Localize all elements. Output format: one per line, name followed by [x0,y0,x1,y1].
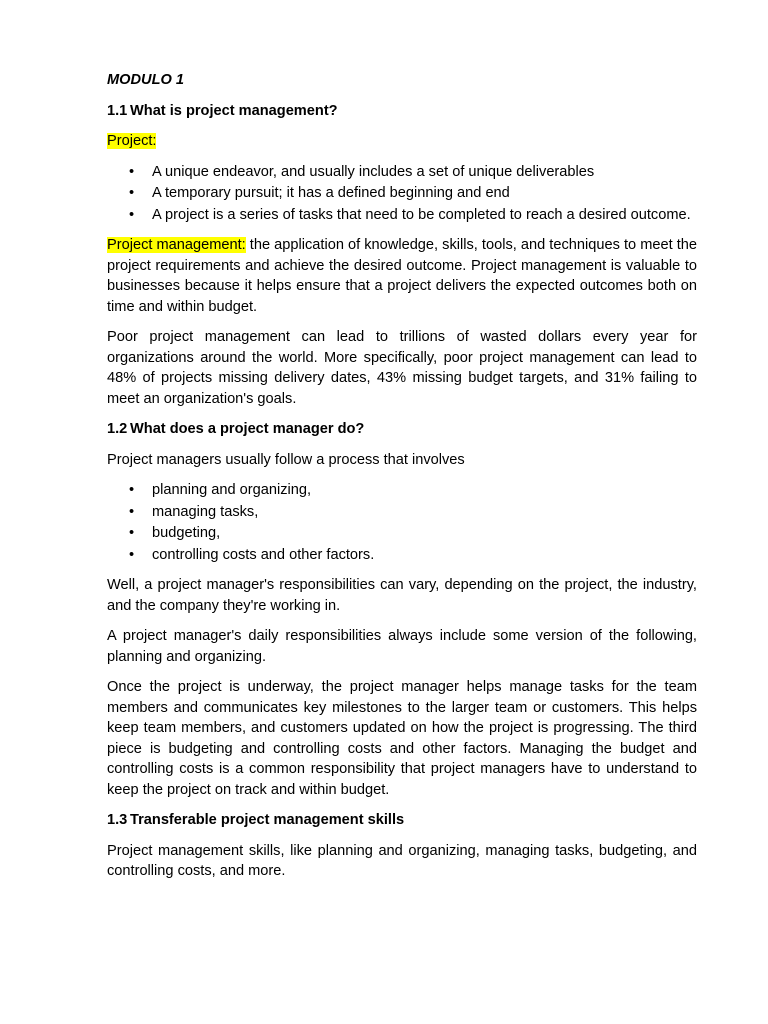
responsibilities-paragraph: Well, a project manager's responsibilities can vary, depending on the project, the industry, and the company they're working in. [107,577,697,614]
section-title: What is project management? [130,102,338,119]
project-bullet-list [107,162,697,226]
section-heading-1-3 [107,810,697,831]
section-heading-1-2 [107,419,697,440]
list-item: • planning and organizing, [107,480,697,501]
pm-label: Project management: [107,237,246,253]
project-label: Project: [107,133,157,149]
section-number: 1.1 [107,102,128,119]
skills-paragraph: Project management skills, like planning and organizing, managing tasks, budgeting, and controlling costs, and more. [107,842,697,879]
list-item: • A project is a series of tasks that need to be completed to reach a desired outcome. [107,205,697,226]
pm-definition-paragraph [107,235,697,317]
section-title: What does a project manager do? [130,421,365,437]
list-item: • A unique endeavor, and usually includes a set of unique deliverables [107,162,697,183]
list-item: • controlling costs and other factors. [107,545,697,566]
project-label-paragraph [107,131,697,152]
process-intro-paragraph: Project managers usually follow a process that involves [107,451,465,468]
section-title: Transferable project management skills [130,812,405,828]
section-number: 1.2 [107,421,128,437]
section-number: 1.3 [107,812,128,828]
pm-definition-text: the application of knowledge, skills, tools, and techniques to meet the project requirements and achieve the desired outcome. Project management is valuable to businesses because it helps ensure that a project delivers the expected outcomes both on time and within budget. [107,237,697,315]
daily-responsibilities-paragraph: A project manager's daily responsibilities always include some version of the following, planning and organizing. [107,628,697,665]
document-page [107,70,697,892]
poor-pm-paragraph: Poor project management can lead to trillions of wasted dollars every year for organizations around the world. More specifically, poor project management can lead to 48% of projects missing delivery dates, 43% missing budget targets, and 31% failing to meet an organization's goals. [107,329,697,407]
underway-paragraph: Once the project is underway, the project manager helps manage tasks for the team members and communicates key milestones to the larger team or customers. This helps keep team members, and customers updated on how the project is progressing. The third piece is budgeting and controlling costs and other factors. Managing the budget and controlling costs is a common responsibility that project managers have to understand to keep the project on track and within budget. [107,679,697,798]
document-title: MODULO 1 [107,72,185,88]
list-item: • managing tasks, [107,502,697,523]
list-item: • budgeting, [107,523,697,544]
section-heading-1-1 [107,101,697,122]
process-bullet-list [107,480,697,565]
list-item: • A temporary pursuit; it has a defined beginning and end [107,183,697,204]
